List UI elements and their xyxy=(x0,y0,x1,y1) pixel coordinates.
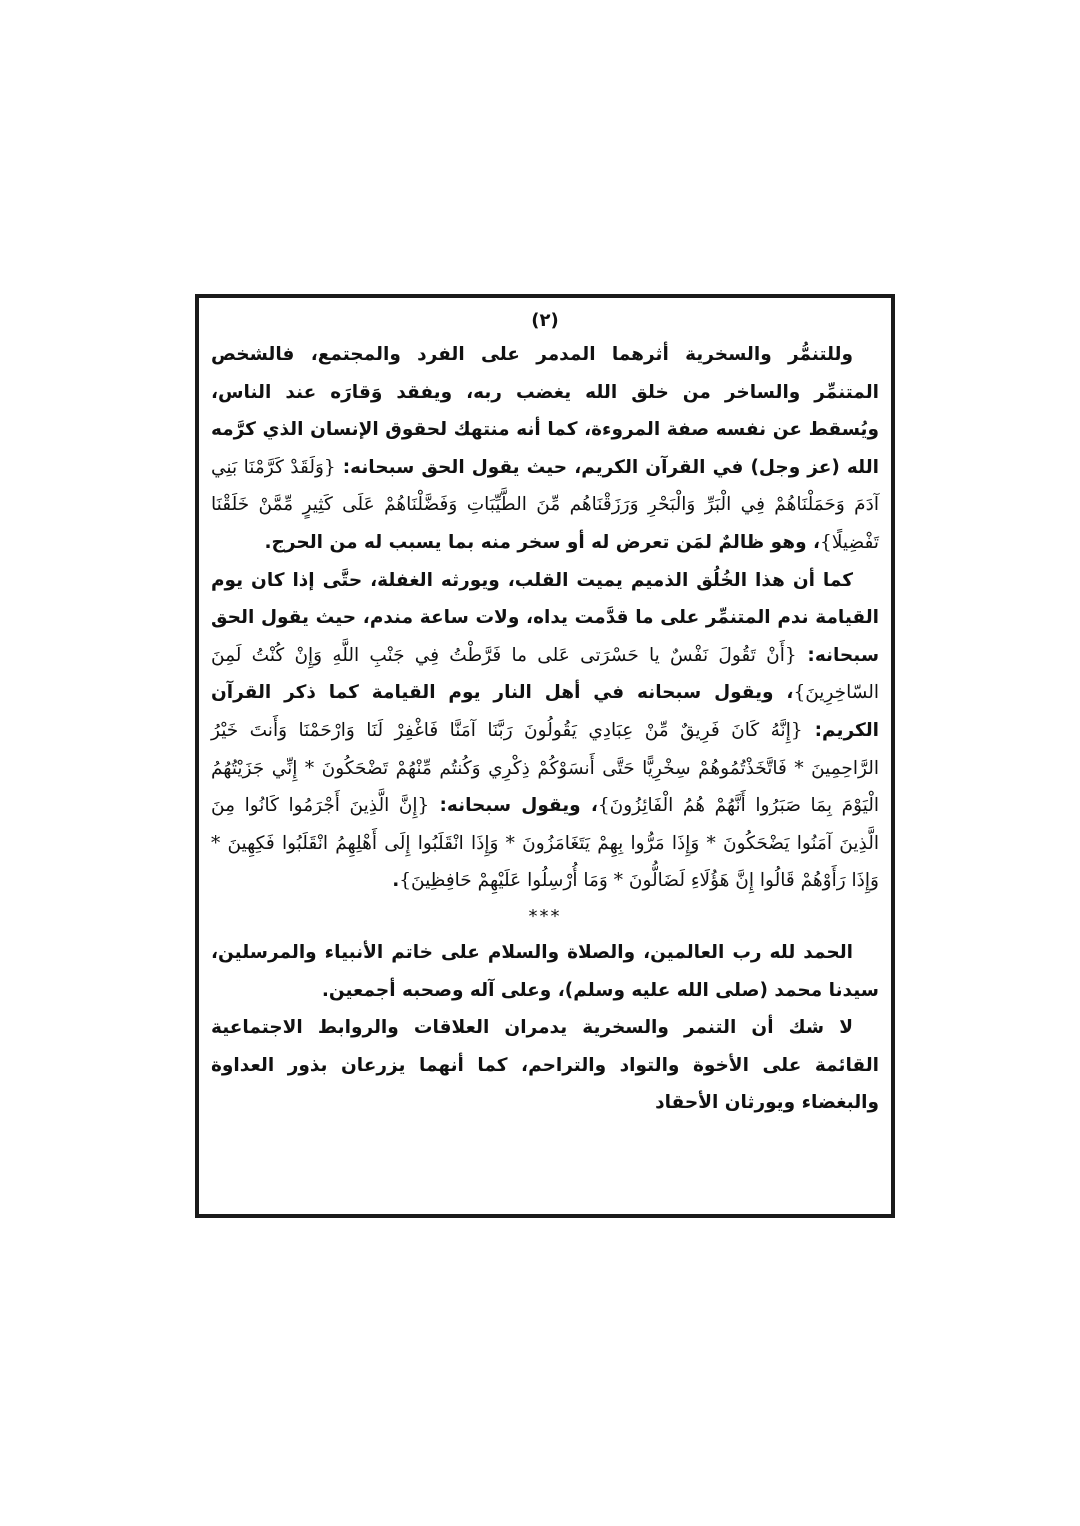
page-frame xyxy=(195,294,895,1218)
paragraph-text: لا شك أن التنمر والسخرية يدمران العلاقات والروابط الاجتماعية القائمة على الأخوة والتواد والتراحم، كما أنهما يزرعان بذور العداوة والبغضاء ويورثان الأحقاد xyxy=(211,1017,879,1114)
paragraph-text: . xyxy=(392,870,400,892)
quran-verse: {وَلَقَدْ كَرَّمْنَا بَنِي آدَمَ وَحَمَلْنَاهُمْ فِي الْبَرِّ وَالْبَحْرِ وَرَزَقْنَاهُم مِّنَ الطَّيِّبَاتِ وَفَضَّلْنَاهُمْ عَلَى كَثِيرٍ مِّمَّنْ خَلَقْنَا تَفْضِيلًا} xyxy=(211,456,879,553)
paragraph-2 xyxy=(211,562,879,900)
paragraph-1 xyxy=(211,336,879,562)
paragraph-text: وللتنمُّر والسخرية أثرهما المدمر على الفرد والمجتمع، فالشخص المتنمِّر والساخر من خلق الله يغضب ربه، ويفقد وَقارَه عند الناس، ويُسقط عن نفسه صفة المروءة، كما أنه منتهك لحقوق الإنسان الذي كرَّمه الله (عز وجل) في القرآن الكريم، حيث يقول الحق سبحانه: xyxy=(211,344,879,478)
paragraph-4 xyxy=(211,1009,879,1122)
paragraph-text: ، ويقول سبحانه في أهل النار يوم القيامة كما ذكر القرآن الكريم: xyxy=(211,682,879,741)
page-number: (٢) xyxy=(531,310,559,331)
paragraph-text: الحمد لله رب العالمين، والصلاة والسلام على خاتم الأنبياء والمرسلين، سيدنا محمد (صلى الله عليه وسلم)، وعلى آله وصحبه أجمعين. xyxy=(211,941,879,1001)
quran-verse: {إِنَّهُ كَانَ فَرِيقٌ مِّنْ عِبَادِي يَقُولُونَ رَبَّنَا آمَنَّا فَاغْفِرْ لَنَا وَارْحَمْنَا وَأَنتَ خَيْرُ الرَّاحِمِينَ * فَاتَّخَذْتُمُوهُمْ سِخْرِيًّا حَتَّى أَنسَوْكُمْ ذِكْرِي وَكُنتُم مِّنْهُمْ تَضْحَكُونَ * إِنِّي جَزَيْتُهُمُ الْيَوْمَ بِمَا صَبَرُوا أَنَّهُمْ هُمُ الْفَائِزُونَ} xyxy=(211,719,879,817)
section-separator: *** xyxy=(528,905,562,927)
paragraph-text: كما أن هذا الخُلُق الذميم يميت القلب، ويورثه الغفلة، حتَّى إذا كان يوم القيامة ندم المتنمِّر على ما قدَّمت يداه، ولات ساعة مندم، حيث يقول الحق سبحانه: xyxy=(211,569,880,666)
quran-verse: {أَنْ تَقُولَ نَفْسٌ يا حَسْرَتى عَلى ما فَرَّطْتُ فِي جَنْبِ اللَّهِ وَإِنْ كُنْتُ لَمِنَ السّاخِرِينَ} xyxy=(211,644,879,704)
paragraph-3 xyxy=(211,934,879,1009)
paragraph-text: ، وهو ظالمٌ لمَن تعرض له أو سخر منه بما يسبب له من الحرج. xyxy=(264,531,821,553)
paragraph-text: ، ويقول سبحانه: xyxy=(429,795,598,817)
quran-verse: {إِنَّ الَّذِينَ أَجْرَمُوا كَانُوا مِنَ الَّذِينَ آمَنُوا يَضْحَكُونَ * وَإِذَا مَرُّوا بِهِمْ يَتَغَامَزُونَ * وَإِذَا انْقَلَبُوا إِلَى أَهْلِهِمُ انْقَلَبُوا فَكِهِينَ * وَإِذَا رَأَوْهُمْ قَالُوا إِنَّ هَؤُلَاءِ لَضَالُّونَ * وَمَا أُرْسِلُوا عَلَيْهِمْ حَافِظِينَ} xyxy=(211,795,879,892)
